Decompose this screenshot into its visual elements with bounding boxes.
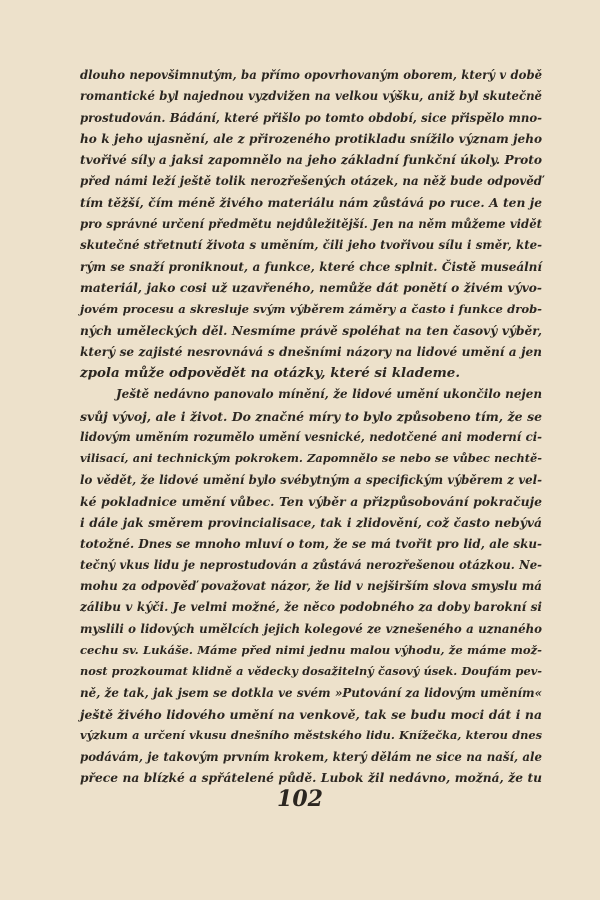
text-line: myslili o lidových umělcích jejich kolegové ze vznešeného a uznaného (80, 621, 542, 636)
text-line: ho k jeho ujasnění, ale z přirozeného protikladu snížilo význam jeho (80, 131, 542, 146)
text-line: ných uměleckých děl. Nesmíme právě spoléhat na ten časový výběr, (80, 323, 542, 338)
text-line: lidovým uměním rozumělo umění vesnické, nedotčené ani moderní ci- (80, 430, 542, 445)
text-line: zálibu v kýči. Je velmi možné, že něco podobného za doby barokní si (80, 600, 542, 615)
text-line: materiál, jako cosi už uzavřeného, nemůže dát ponětí o živém vývo- (80, 280, 542, 295)
text-line: lo vědět, že lidové umění bylo svébytným a specifickým výběrem z vel- (80, 472, 542, 487)
text-line: ně, že tak, jak jsem se dotkla ve svém »Putování za lidovým uměním« (80, 685, 542, 700)
text-line: podávám, je takovým prvním krokem, který dělám ne sice na naší, ale (80, 749, 542, 764)
text-line: romantické byl najednou vyzdvižen na velkou výšku, aniž byl skutečně (80, 89, 542, 104)
text-line: výzkum a určení vkusu dnešního městského lidu. Knížečka, kterou dnes (80, 728, 542, 743)
text-line: před námi leží ještě tolik nerozřešených otázek, na něž bude odpověď (80, 174, 542, 189)
text-line: svůj vývoj, ale i život. Do značné míry to bylo způsobeno tím, že se (80, 408, 542, 424)
body-text (80, 65, 542, 789)
text-line: rým se snaží proniknout, a funkce, které chce splnit. Čistě museální (80, 259, 542, 274)
paragraph-start-line: Ještě nedávno panovalo mínění, že lidové umění ukončilo nejen (116, 387, 542, 402)
text-line: dlouho nepovšimnutým, ba přímo opovrhovaným oborem, který v době (80, 68, 542, 82)
text-line: tím těžší, čím méně živého materiálu nám zůstává po ruce. A ten je (80, 195, 542, 210)
text-line: tvořivé síly a jaksi zapomnělo na jeho základní funkční úkoly. Proto (80, 153, 542, 168)
text-line: ké pokladnice umění vůbec. Ten výběr a přizpůsobování pokračuje (80, 493, 542, 509)
text-line: cechu sv. Lukáše. Máme před nimi jednu malou výhodu, že máme mož- (80, 643, 542, 658)
text-line: přece na blízké a spřátelené půdě. Lubok žil nedávno, možná, že tu (80, 770, 542, 785)
text-line: vilisací, ani technickým pokrokem. Zapomnělo se nebo se vůbec nechtě- (80, 451, 542, 466)
text-line: ještě živého lidového umění na venkově, tak se budu moci dát i na (80, 706, 542, 722)
text-line: mohu za odpověď považovat názor, že lid v nejširším slova smyslu má (80, 579, 542, 594)
text-line: tečný vkus lidu je neprostudován a zůstává nerozřešenou otázkou. Ne- (80, 557, 542, 572)
text-line: skutečné střetnutí života s uměním, čili jeho tvořivou sílu i směr, kte- (80, 238, 542, 253)
text-line: nost prozkoumat klidně a vědecky dosažitelný časový úsek. Doufám pev- (80, 664, 542, 679)
text-line: prostudován. Bádání, které přišlo po tomto období, sice přispělo mno- (80, 110, 542, 125)
text-line: který se zajisté nesrovnává s dnešními názory na lidové umění a jen (80, 344, 542, 359)
text-line: i dále jak směrem provincialisace, tak i zlidovění, což často nebývá (80, 515, 542, 531)
paragraph-end-line: zpola může odpovědět na otázky, které si klademe. (80, 365, 460, 382)
text-line: jovém procesu a skresluje svým výběrem záměry a často i funkce drob- (80, 302, 542, 317)
text-line: totožné. Dnes se mnoho mluví o tom, že se má tvořit pro lid, ale sku- (80, 536, 542, 551)
page-number: 102 (277, 786, 323, 812)
text-line: pro správné určení předmětu nejdůležitější. Jen na něm můžeme vidět (80, 217, 542, 232)
